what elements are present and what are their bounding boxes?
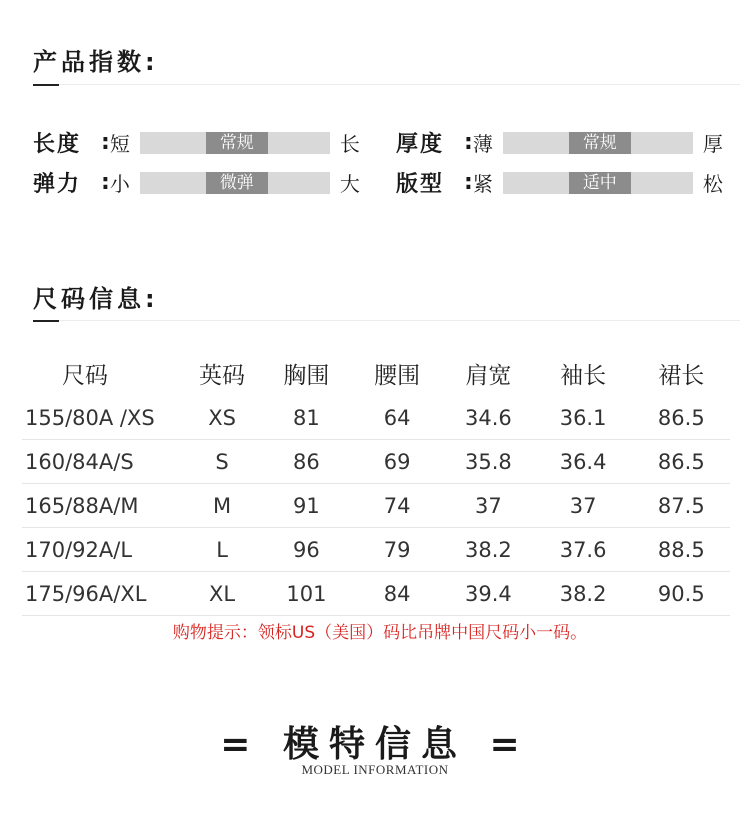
cell-waist: 84 — [351, 572, 443, 616]
product-index-accent — [33, 84, 59, 86]
cell-size: 160/84A/S — [22, 440, 182, 484]
cell-shoulder: 39.4 — [443, 572, 533, 616]
table-row — [22, 528, 730, 572]
cell-skirt-length: 86.5 — [633, 440, 730, 484]
attr-colon: : — [464, 130, 473, 155]
table-row — [22, 440, 730, 484]
attr-label: 版型 — [396, 172, 445, 197]
cell-skirt-length: 90.5 — [633, 572, 730, 616]
cell-us-size: XL — [182, 572, 261, 616]
size-info-title: 尺码信息: — [33, 285, 159, 313]
attr-selected-value: 适中 — [569, 172, 631, 194]
cell-us-size: S — [182, 440, 261, 484]
cell-size: 155/80A /XS — [22, 396, 182, 440]
cell-us-size: M — [182, 484, 261, 528]
cell-shoulder: 38.2 — [443, 528, 533, 572]
cell-size: 165/88A/M — [22, 484, 182, 528]
attr-elasticity — [33, 167, 360, 198]
table-row — [22, 484, 730, 528]
size-table — [22, 351, 730, 616]
cell-waist: 79 — [351, 528, 443, 572]
attr-min: 薄 — [472, 132, 493, 156]
table-row — [22, 396, 730, 440]
header-sleeve: 袖长 — [560, 363, 607, 389]
attr-fit — [396, 167, 723, 198]
table-row — [22, 572, 730, 616]
header-bust: 胸围 — [283, 363, 330, 389]
attr-scale-bar — [503, 132, 693, 154]
header-skirt-length: 裙长 — [658, 363, 705, 389]
cell-waist: 69 — [351, 440, 443, 484]
size-info-accent — [33, 320, 59, 322]
cell-waist: 74 — [351, 484, 443, 528]
cell-shoulder: 37 — [443, 484, 533, 528]
cell-bust: 91 — [262, 484, 352, 528]
attr-colon: : — [464, 170, 473, 195]
attr-colon: : — [101, 170, 110, 195]
model-info-title: = 模特信息 = — [220, 724, 530, 765]
attr-max: 大 — [339, 172, 360, 196]
cell-sleeve: 37.6 — [534, 528, 633, 572]
attr-label: 长度 — [33, 132, 82, 157]
attr-colon: : — [101, 130, 110, 155]
attr-min: 短 — [109, 132, 130, 156]
cell-us-size: L — [182, 528, 261, 572]
cell-bust: 101 — [262, 572, 352, 616]
shopping-tip: 购物提示：领标US（美国）码比吊牌中国尺码小一码。 — [172, 623, 588, 643]
cell-skirt-length: 88.5 — [633, 528, 730, 572]
attr-length — [33, 127, 360, 158]
attr-min: 紧 — [472, 172, 493, 196]
cell-size: 175/96A/XL — [22, 572, 182, 616]
cell-skirt-length: 87.5 — [633, 484, 730, 528]
product-index-title: 产品指数: — [33, 48, 159, 76]
attr-thickness — [396, 127, 723, 158]
attr-scale-bar — [140, 172, 330, 194]
header-waist: 腰围 — [374, 363, 421, 389]
size-table-header — [22, 351, 730, 396]
attr-label: 弹力 — [33, 172, 82, 197]
cell-shoulder: 35.8 — [443, 440, 533, 484]
attr-selected-value: 微弹 — [206, 172, 268, 194]
cell-waist: 64 — [351, 396, 443, 440]
attr-selected-value: 常规 — [569, 132, 631, 154]
cell-sleeve: 36.4 — [534, 440, 633, 484]
cell-bust: 96 — [262, 528, 352, 572]
attr-scale-bar — [140, 132, 330, 154]
cell-us-size: XS — [182, 396, 261, 440]
cell-skirt-length: 86.5 — [633, 396, 730, 440]
attr-min: 小 — [109, 172, 130, 196]
attr-max: 长 — [339, 132, 360, 156]
header-us-size: 英码 — [199, 363, 246, 389]
attr-max: 松 — [702, 172, 723, 196]
size-info-divider — [33, 320, 740, 321]
cell-sleeve: 38.2 — [534, 572, 633, 616]
header-shoulder: 肩宽 — [465, 363, 512, 389]
cell-shoulder: 34.6 — [443, 396, 533, 440]
attr-label: 厚度 — [396, 132, 445, 157]
cell-sleeve: 37 — [534, 484, 633, 528]
header-size: 尺码 — [62, 363, 108, 389]
cell-bust: 81 — [262, 396, 352, 440]
cell-bust: 86 — [262, 440, 352, 484]
model-info-subtitle: MODEL INFORMATION — [301, 762, 449, 777]
attr-selected-value: 常规 — [206, 132, 268, 154]
cell-size: 170/92A/L — [22, 528, 182, 572]
cell-sleeve: 36.1 — [534, 396, 633, 440]
product-index-divider — [33, 84, 740, 85]
attr-scale-bar — [503, 172, 693, 194]
attr-max: 厚 — [702, 132, 723, 156]
